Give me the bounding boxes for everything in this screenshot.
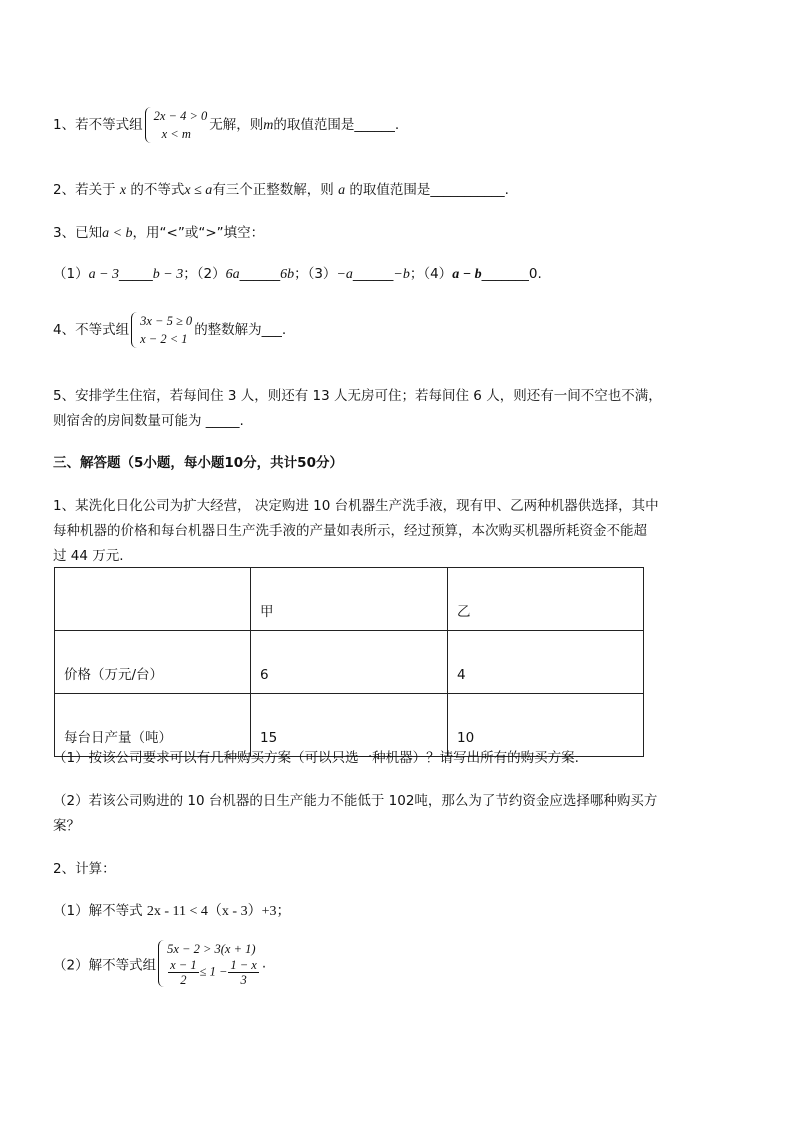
table-header-cell: 乙 [448, 568, 644, 631]
q4-row1: 3x − 5 ≥ 0 [140, 314, 193, 328]
problem-2-sub1-label: （1）解不等式 [53, 903, 147, 919]
table-cell: 4 [448, 631, 644, 694]
q2-prefix: 2、若关于 [53, 182, 116, 198]
q3-post: ，用“<”或“>”填空： [132, 225, 265, 241]
q3-part2-left: 6a [225, 267, 240, 282]
section-heading: 三、解答题（5小题，每小题10分，共计50分） [53, 455, 343, 471]
problem-2-sub2-end: . [261, 955, 267, 972]
q1-var: m [263, 118, 274, 133]
q3-part4-label: ；（4） [409, 266, 453, 282]
problem-1-line2: 每种机器的价格和每台机器日生产洗手液的产量如表所示，经过预算，本次购买机器所耗资金不能超 [53, 523, 647, 539]
table-header-cell: 甲 [251, 568, 448, 631]
q3-blank1: _____ [119, 266, 153, 282]
q3-part3-label: ；（3） [294, 266, 337, 282]
q1-middle: 无解，则 [209, 117, 264, 133]
question-4 [53, 312, 286, 348]
q2-post: 的取值范围是___________. [349, 182, 509, 198]
q1-post: 的取值范围是______. [273, 117, 400, 133]
question-1 [53, 107, 399, 143]
question-5-line2: 则宿舍的房间数量可能为 _____. [53, 413, 244, 429]
table-cell: 每台日产量（吨） [55, 694, 251, 757]
q2-var: x [119, 183, 127, 198]
problem-1-sub2-line1: （2）若该公司购进的 10 台机器的日生产能力不能低于 102吨，那么为了节约资金应选择哪种购买方 [53, 793, 658, 809]
q2-mid2: 有三个正整数解，则 [212, 182, 334, 198]
fraction-2 [228, 958, 258, 987]
table-cell: 6 [251, 631, 448, 694]
q1-prefix: 1、若不等式组 [53, 117, 143, 133]
q4-post: 的整数解为___. [194, 322, 287, 338]
q3-part1-right: b − 3 [152, 267, 184, 282]
table-cell: 15 [251, 694, 448, 757]
q3-ineq: a < b [102, 226, 133, 241]
table-header-cell [55, 568, 251, 631]
q4-inequality-system [131, 312, 192, 348]
q3-part1-label: （1） [53, 266, 89, 282]
q1-inequality-system [145, 107, 208, 143]
question-3 [53, 221, 264, 242]
q1-row2: x < m [161, 127, 191, 141]
fraction-2-numerator: 1 − x [230, 958, 257, 972]
q2-var2: a [338, 183, 346, 198]
problem-2-sub2 [53, 940, 266, 987]
fraction-1-denominator: 2 [180, 973, 187, 987]
problem-1-line3: 过 44 万元. [53, 548, 124, 564]
q3-part4-expr: a − b [452, 267, 482, 282]
q1-brace [145, 107, 153, 143]
problem-2-sub1-expr: 2x - 11 < 4（x - 3）+3； [146, 904, 291, 919]
q3-blank4: _______ [481, 266, 529, 282]
q2-mid1: 的不等式 [130, 182, 185, 198]
problem-1-line1: 1、某洗化日化公司为扩大经营， 决定购进 10 台机器生产洗手液，现有甲、乙两种机器供选择，其中 [53, 498, 659, 514]
fraction-1 [168, 958, 198, 987]
question-5-line1: 5、安排学生住宿，若每间住 3 人，则还有 13 人无房可住；若每间住 6 人，则还有一间不空也不满， [53, 388, 662, 404]
question-2 [53, 178, 509, 199]
machine-table [54, 567, 644, 757]
problem-2-sub1 [53, 899, 291, 920]
q3-part3-right: −b [393, 267, 410, 282]
q4-row2: x − 2 < 1 [140, 332, 188, 346]
q1-row1: 2x − 4 > 0 [153, 109, 208, 123]
problem-1-sub2-line2: 案？ [53, 818, 80, 834]
q4-brace [131, 312, 139, 348]
problem-2-row1: 5x − 2 > 3(x + 1) [167, 942, 256, 956]
problem-1-sub1: （1）按该公司要求可以有几种购买方案（可以只选一种机器）？请写出所有的购买方案. [53, 750, 579, 766]
q3-part1-left: a − 3 [88, 267, 120, 282]
problem-2-row2 [167, 958, 260, 987]
fraction-2-denominator: 3 [240, 973, 247, 987]
table-cell: 10 [448, 694, 644, 757]
q3-prefix: 3、已知 [53, 225, 103, 241]
q3-part3-left: −a [336, 267, 353, 282]
q3-blank3: ______ [352, 266, 394, 282]
table-cell: 价格（万元/台） [55, 631, 251, 694]
q3-blank2: ______ [239, 266, 281, 282]
q3-part2-label: ；（2） [183, 266, 226, 282]
fraction-1-numerator: x − 1 [170, 958, 197, 972]
problem-2-brace [158, 940, 166, 987]
table-row [55, 631, 644, 694]
problem-2-sub2-label: （2）解不等式组 [53, 957, 157, 974]
q4-prefix: 4、不等式组 [53, 322, 130, 338]
question-3-parts [53, 262, 542, 283]
q3-part4-end: 0. [528, 266, 542, 282]
table-header-row [55, 568, 644, 631]
q2-ineq: x ≤ a [184, 183, 213, 198]
problem-2-inequality-system [158, 940, 260, 987]
problem-2-row2-mid: ≤ 1 − [199, 964, 228, 979]
problem-2-title: 2、计算： [53, 861, 116, 877]
q3-part2-right: 6b [280, 267, 295, 282]
